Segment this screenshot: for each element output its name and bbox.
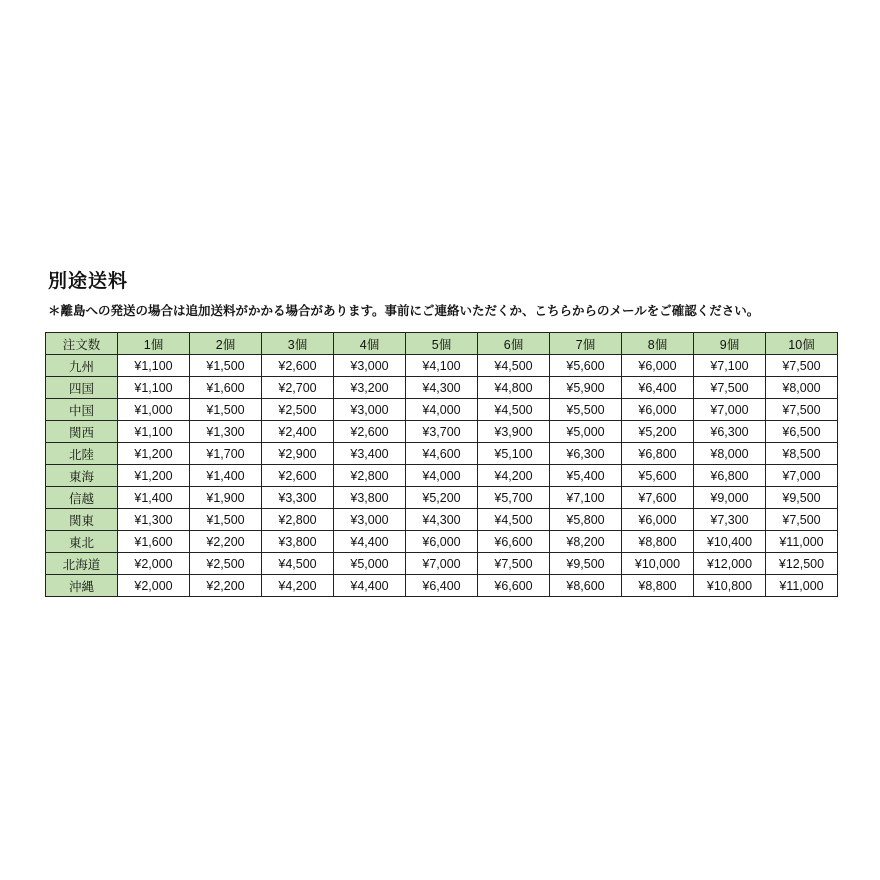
price-cell: ¥8,600 xyxy=(550,575,622,597)
table-row xyxy=(46,509,838,531)
price-cell: ¥5,700 xyxy=(478,487,550,509)
price-cell: ¥3,400 xyxy=(334,443,406,465)
price-cell: ¥7,500 xyxy=(766,399,838,421)
price-cell: ¥2,800 xyxy=(262,509,334,531)
price-cell: ¥3,300 xyxy=(262,487,334,509)
price-cell: ¥6,300 xyxy=(550,443,622,465)
table-body xyxy=(46,355,838,597)
price-cell: ¥5,800 xyxy=(550,509,622,531)
price-cell: ¥1,300 xyxy=(190,421,262,443)
price-cell: ¥3,900 xyxy=(478,421,550,443)
price-cell: ¥4,300 xyxy=(406,509,478,531)
region-label: 関東 xyxy=(46,509,118,531)
price-cell: ¥3,000 xyxy=(334,355,406,377)
price-cell: ¥8,000 xyxy=(766,377,838,399)
column-header: 2個 xyxy=(190,333,262,355)
price-cell: ¥8,800 xyxy=(622,531,694,553)
price-cell: ¥4,500 xyxy=(478,509,550,531)
price-cell: ¥1,400 xyxy=(118,487,190,509)
price-cell: ¥4,100 xyxy=(406,355,478,377)
price-cell: ¥4,000 xyxy=(406,465,478,487)
region-label: 九州 xyxy=(46,355,118,377)
price-cell: ¥9,000 xyxy=(694,487,766,509)
table-row xyxy=(46,443,838,465)
price-cell: ¥6,000 xyxy=(622,509,694,531)
price-cell: ¥2,600 xyxy=(262,465,334,487)
table-row xyxy=(46,487,838,509)
price-cell: ¥1,300 xyxy=(118,509,190,531)
region-label: 東北 xyxy=(46,531,118,553)
price-cell: ¥9,500 xyxy=(766,487,838,509)
price-cell: ¥4,400 xyxy=(334,531,406,553)
price-cell: ¥6,400 xyxy=(622,377,694,399)
price-cell: ¥2,500 xyxy=(262,399,334,421)
price-cell: ¥6,600 xyxy=(478,575,550,597)
price-cell: ¥4,500 xyxy=(478,399,550,421)
price-cell: ¥6,600 xyxy=(478,531,550,553)
price-cell: ¥1,500 xyxy=(190,399,262,421)
price-cell: ¥5,100 xyxy=(478,443,550,465)
price-cell: ¥12,500 xyxy=(766,553,838,575)
table-row xyxy=(46,575,838,597)
price-cell: ¥7,000 xyxy=(694,399,766,421)
price-cell: ¥3,000 xyxy=(334,399,406,421)
region-label: 北陸 xyxy=(46,443,118,465)
price-cell: ¥4,600 xyxy=(406,443,478,465)
price-cell: ¥7,100 xyxy=(550,487,622,509)
price-cell: ¥10,800 xyxy=(694,575,766,597)
price-cell: ¥7,500 xyxy=(478,553,550,575)
price-cell: ¥1,100 xyxy=(118,377,190,399)
price-cell: ¥3,200 xyxy=(334,377,406,399)
price-cell: ¥2,200 xyxy=(190,531,262,553)
column-header: 8個 xyxy=(622,333,694,355)
header-row xyxy=(46,333,838,355)
price-cell: ¥4,200 xyxy=(478,465,550,487)
price-cell: ¥6,800 xyxy=(622,443,694,465)
price-cell: ¥5,200 xyxy=(406,487,478,509)
price-cell: ¥4,800 xyxy=(478,377,550,399)
price-cell: ¥1,500 xyxy=(190,509,262,531)
price-cell: ¥1,100 xyxy=(118,421,190,443)
column-header: 10個 xyxy=(766,333,838,355)
column-header: 1個 xyxy=(118,333,190,355)
table-row xyxy=(46,377,838,399)
price-cell: ¥2,800 xyxy=(334,465,406,487)
price-cell: ¥1,600 xyxy=(190,377,262,399)
price-cell: ¥2,600 xyxy=(334,421,406,443)
table-row xyxy=(46,355,838,377)
price-cell: ¥1,200 xyxy=(118,465,190,487)
price-cell: ¥4,400 xyxy=(334,575,406,597)
column-header: 9個 xyxy=(694,333,766,355)
price-cell: ¥4,000 xyxy=(406,399,478,421)
price-cell: ¥6,800 xyxy=(694,465,766,487)
price-cell: ¥2,000 xyxy=(118,575,190,597)
price-cell: ¥2,600 xyxy=(262,355,334,377)
price-cell: ¥2,500 xyxy=(190,553,262,575)
table-row xyxy=(46,465,838,487)
corner-header: 注文数 xyxy=(46,333,118,355)
price-cell: ¥2,400 xyxy=(262,421,334,443)
price-cell: ¥4,500 xyxy=(262,553,334,575)
region-label: 北海道 xyxy=(46,553,118,575)
price-cell: ¥7,000 xyxy=(766,465,838,487)
table-row xyxy=(46,421,838,443)
price-cell: ¥1,100 xyxy=(118,355,190,377)
price-cell: ¥8,200 xyxy=(550,531,622,553)
page-title: 別途送料 xyxy=(48,270,129,292)
table-row xyxy=(46,553,838,575)
price-cell: ¥6,300 xyxy=(694,421,766,443)
region-label: 東海 xyxy=(46,465,118,487)
price-cell: ¥11,000 xyxy=(766,575,838,597)
price-cell: ¥6,000 xyxy=(406,531,478,553)
price-cell: ¥3,800 xyxy=(262,531,334,553)
price-cell: ¥5,600 xyxy=(622,465,694,487)
price-cell: ¥7,600 xyxy=(622,487,694,509)
price-cell: ¥10,000 xyxy=(622,553,694,575)
column-header: 6個 xyxy=(478,333,550,355)
price-cell: ¥1,200 xyxy=(118,443,190,465)
region-label: 中国 xyxy=(46,399,118,421)
shipping-note: ＊離島への発送の場合は追加送料がかかる場合があります。事前にご連絡いただくか、こちらからのメールをご確認ください。 xyxy=(48,303,760,318)
price-cell: ¥5,400 xyxy=(550,465,622,487)
price-cell: ¥3,700 xyxy=(406,421,478,443)
price-cell: ¥11,000 xyxy=(766,531,838,553)
price-cell: ¥4,200 xyxy=(262,575,334,597)
price-cell: ¥7,300 xyxy=(694,509,766,531)
column-header: 5個 xyxy=(406,333,478,355)
price-cell: ¥2,000 xyxy=(118,553,190,575)
price-cell: ¥4,300 xyxy=(406,377,478,399)
price-cell: ¥6,400 xyxy=(406,575,478,597)
table-row xyxy=(46,531,838,553)
price-cell: ¥2,700 xyxy=(262,377,334,399)
price-cell: ¥1,900 xyxy=(190,487,262,509)
price-cell: ¥8,000 xyxy=(694,443,766,465)
price-cell: ¥1,000 xyxy=(118,399,190,421)
price-cell: ¥4,500 xyxy=(478,355,550,377)
price-cell: ¥6,500 xyxy=(766,421,838,443)
price-cell: ¥5,000 xyxy=(334,553,406,575)
price-cell: ¥5,600 xyxy=(550,355,622,377)
price-cell: ¥9,500 xyxy=(550,553,622,575)
price-cell: ¥1,600 xyxy=(118,531,190,553)
price-cell: ¥1,500 xyxy=(190,355,262,377)
region-label: 四国 xyxy=(46,377,118,399)
price-cell: ¥7,500 xyxy=(766,355,838,377)
price-cell: ¥5,500 xyxy=(550,399,622,421)
price-cell: ¥7,100 xyxy=(694,355,766,377)
price-cell: ¥5,900 xyxy=(550,377,622,399)
shipping-rate-table xyxy=(45,332,838,597)
price-cell: ¥6,000 xyxy=(622,355,694,377)
price-cell: ¥1,400 xyxy=(190,465,262,487)
column-header: 7個 xyxy=(550,333,622,355)
region-label: 信越 xyxy=(46,487,118,509)
price-cell: ¥7,500 xyxy=(694,377,766,399)
price-cell: ¥8,800 xyxy=(622,575,694,597)
column-header: 4個 xyxy=(334,333,406,355)
price-cell: ¥2,200 xyxy=(190,575,262,597)
price-cell: ¥1,700 xyxy=(190,443,262,465)
region-label: 沖縄 xyxy=(46,575,118,597)
column-header: 3個 xyxy=(262,333,334,355)
price-cell: ¥7,000 xyxy=(406,553,478,575)
price-cell: ¥2,900 xyxy=(262,443,334,465)
table-row xyxy=(46,399,838,421)
price-cell: ¥8,500 xyxy=(766,443,838,465)
price-cell: ¥3,000 xyxy=(334,509,406,531)
region-label: 関西 xyxy=(46,421,118,443)
price-cell: ¥12,000 xyxy=(694,553,766,575)
price-cell: ¥6,000 xyxy=(622,399,694,421)
price-cell: ¥3,800 xyxy=(334,487,406,509)
price-cell: ¥5,000 xyxy=(550,421,622,443)
price-cell: ¥5,200 xyxy=(622,421,694,443)
price-cell: ¥7,500 xyxy=(766,509,838,531)
price-cell: ¥10,400 xyxy=(694,531,766,553)
